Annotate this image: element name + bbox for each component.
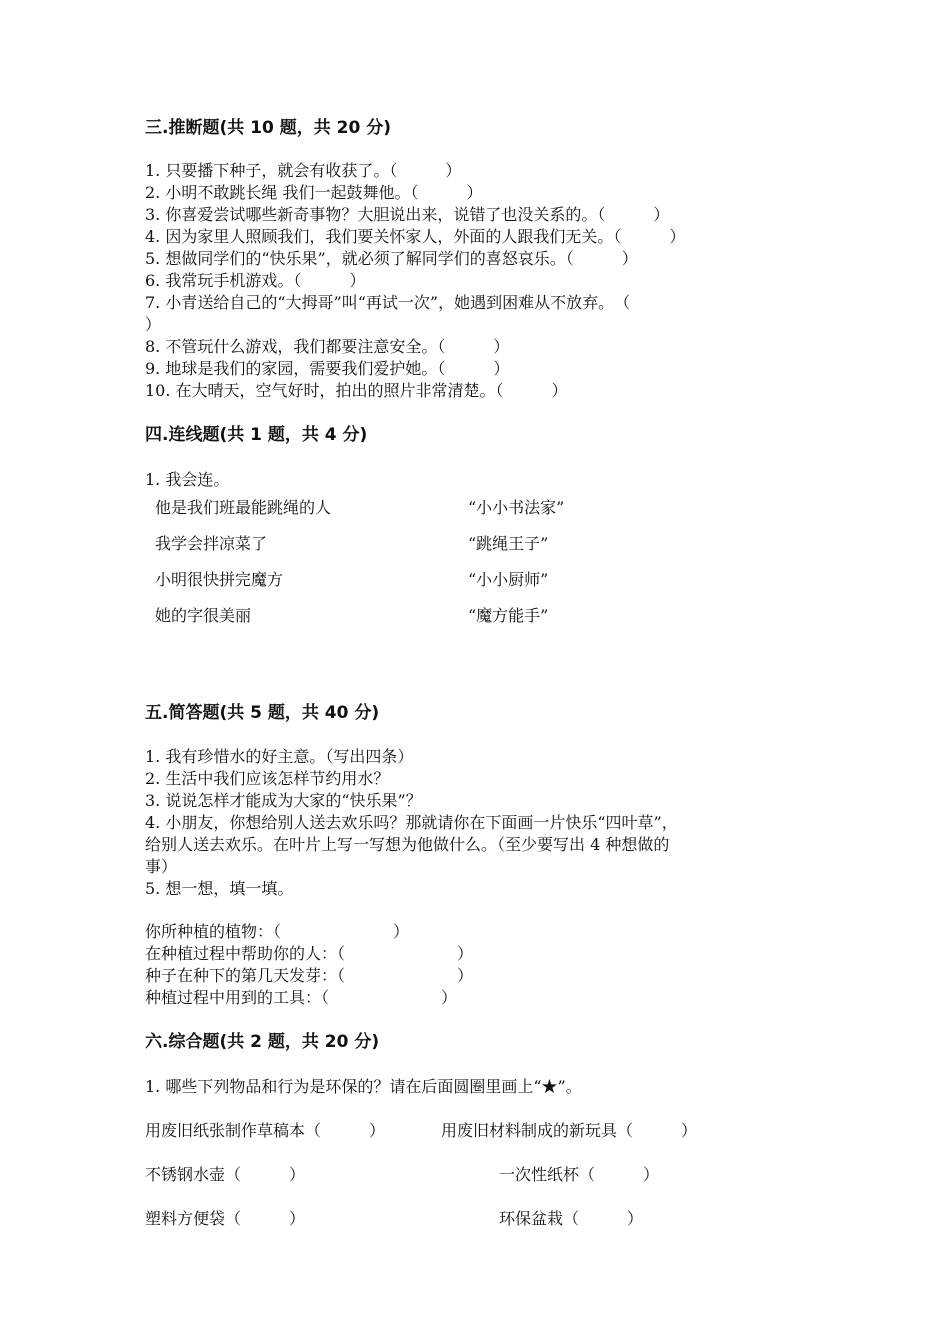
eco-choice-recycled-toy: 用废旧材料制成的新玩具（ ）	[441, 1121, 698, 1140]
fill-sprout-day: 种子在种下的第几天发芽：（ ）	[145, 966, 474, 985]
judge-item-6: 6. 我常玩手机游戏。（ ）	[145, 271, 366, 290]
section-6-heading: 六.综合题(共 2 题，共 20 分)	[145, 1032, 380, 1052]
fill-plant: 你所种植的植物：（ ）	[145, 922, 410, 941]
judge-item-7: 7. 小青送给自己的“大拇哥”叫“再试一次”，她遇到困难从不放弃。 （	[145, 293, 631, 312]
judge-item-10: 10. 在大晴天，空气好时，拍出的照片非常清楚。（ ）	[145, 381, 568, 400]
judge-item-1: 1. 只要播下种子，就会有收获了。（ ）	[145, 161, 462, 180]
matching-right-4: “魔方能手”	[468, 606, 549, 625]
matching-left-1: 他是我们班最能跳绳的人	[155, 498, 332, 517]
section-5-heading: 五.简答题(共 5 题，共 40 分)	[145, 703, 380, 723]
short-answer-5: 5. 想一想，填一填。	[145, 879, 294, 898]
matching-right-3: “小小厨师”	[468, 570, 549, 589]
matching-left-2: 我学会拌凉菜了	[155, 534, 268, 553]
eco-choice-steel-kettle: 不锈钢水壶（ ）	[145, 1165, 306, 1184]
fill-tools: 种植过程中用到的工具：（ ）	[145, 988, 458, 1007]
short-answer-3: 3. 说说怎样才能成为大家的“快乐果”？	[145, 791, 422, 810]
matching-question: 1. 我会连。	[145, 470, 230, 489]
eco-choice-eco-plant: 环保盆栽（ ）	[499, 1209, 644, 1228]
short-answer-4: 4. 小朋友，你想给别人送去欢乐吗？那就请你在下面画一片快乐“四叶草”，	[145, 813, 678, 832]
judge-item-2: 2. 小明不敢跳长绳 我们一起鼓舞他。（ ）	[145, 183, 483, 202]
short-answer-2: 2. 生活中我们应该怎样节约用水？	[145, 769, 390, 788]
section-4-heading: 四.连线题(共 1 题，共 4 分)	[145, 425, 368, 445]
judge-item-5: 5. 想做同学们的“快乐果”，就必须了解同学们的喜怒哀乐。（ ）	[145, 249, 638, 268]
judge-item-9: 9. 地球是我们的家园，需要我们爱护她。（ ）	[145, 359, 510, 378]
judge-item-4: 4. 因为家里人照顾我们，我们要关怀家人，外面的人跟我们无关。（ ）	[145, 227, 686, 246]
short-answer-1: 1. 我有珍惜水的好主意。（写出四条）	[145, 747, 414, 766]
fill-helper: 在种植过程中帮助你的人：（ ）	[145, 944, 474, 963]
eco-choice-paper-cup: 一次性纸杯（ ）	[499, 1165, 660, 1184]
eco-choice-plastic-bag: 塑料方便袋（ ）	[145, 1209, 306, 1228]
eco-choice-recycled-paper: 用废旧纸张制作草稿本（ ）	[145, 1121, 386, 1140]
judge-item-7-continued: ）	[145, 315, 162, 334]
judge-item-3: 3. 你喜爱尝试哪些新奇事物？大胆说出来，说错了也没关系的。（ ）	[145, 205, 670, 224]
matching-left-4: 她的字很美丽	[155, 606, 252, 625]
judge-item-8: 8. 不管玩什么游戏，我们都要注意安全。（ ）	[145, 337, 510, 356]
eco-question: 1. 哪些下列物品和行为是环保的？请在后面圆圈里画上“★”。	[145, 1077, 582, 1096]
matching-left-3: 小明很快拼完魔方	[155, 570, 284, 589]
short-answer-4-line-2: 给别人送去欢乐。在叶片上写一写想为他做什么。（至少要写出 4 种想做的	[145, 835, 670, 854]
section-3-heading: 三.推断题(共 10 题，共 20 分)	[145, 118, 391, 138]
matching-right-2: “跳绳王子”	[468, 534, 549, 553]
matching-right-1: “小小书法家”	[468, 498, 565, 517]
short-answer-4-line-3: 事）	[145, 857, 178, 876]
